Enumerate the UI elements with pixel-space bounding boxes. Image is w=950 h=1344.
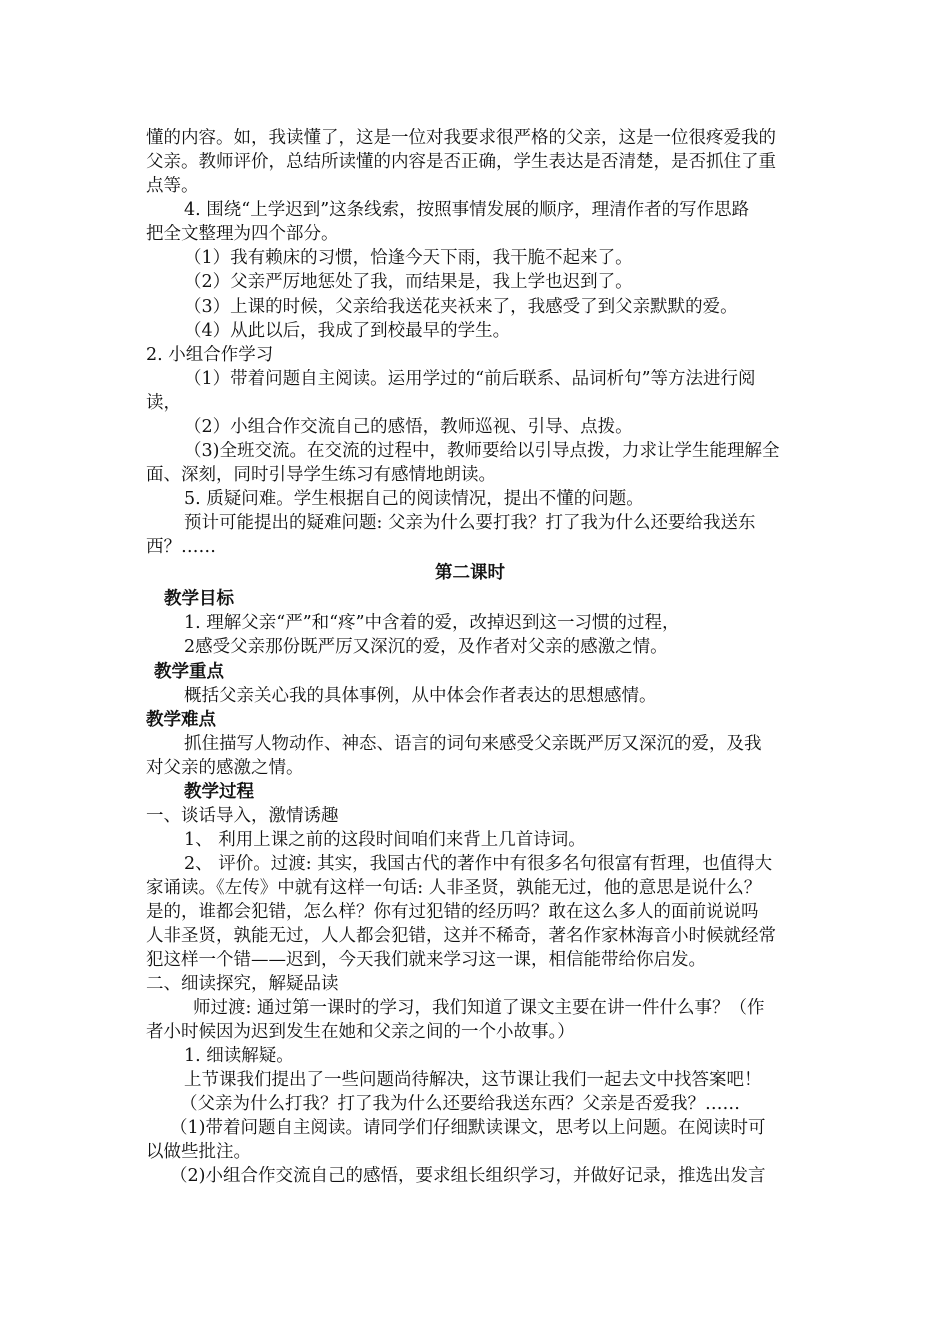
text-line: （1）带着问题自主阅读。运用学过的“前后联系、品词析句”等方法进行阅 [184,369,756,389]
text-line: 二、细读探究，解疑品读 [146,974,339,994]
text-line: 懂的内容。如，我读懂了，这是一位对我要求很严格的父亲，这是一位很疼爱我的 [146,128,776,148]
section-heading: 教学目标 [164,589,234,609]
text-line: 对父亲的感激之情。 [146,758,304,778]
text-line: （2）父亲严厉地惩处了我，而结果是，我上学也迟到了。 [184,272,633,292]
text-line: （3)全班交流。在交流的过程中，教师要给以引导点拨，力求让学生能理解全 [184,441,780,461]
text-line: （3）上课的时候，父亲给我送花夹袄来了，我感受了到父亲默默的爱。 [184,297,738,317]
text-line: 预计可能提出的疑难问题: 父亲为什么要打我？打了我为什么还要给我送东 [184,513,756,533]
text-line: 以做些批注。 [146,1142,251,1162]
text-line: 上节课我们提出了一些问题尚待解决，这节课让我们一起去文中找答案吧！ [184,1070,762,1090]
text-line: 西？…… [146,537,216,557]
text-line: 者小时候因为迟到发生在她和父亲之间的一个小故事。） [146,1022,575,1042]
text-line: 家诵读。《左传》中就有这样一句话: 人非圣贤，孰能无过，他的意思是说什么？ [146,878,762,898]
text-line: 1. 细读解疑。 [184,1046,294,1066]
section-title: 第二课时 [435,563,505,583]
text-line: 父亲。教师评价，总结所读懂的内容是否正确，学生表达是否清楚，是否抓住了重 [146,152,776,172]
text-line: （1）我有赖床的习惯，恰逢今天下雨，我干脆不起来了。 [184,248,633,268]
text-line: 师过渡: 通过第一课时的学习，我们知道了课文主要在讲一件什么事？（作 [193,998,765,1018]
text-line: 人非圣贤，孰能无过，人人都会犯错，这并不稀奇，著名作家林海音小时候就经常 [146,926,776,946]
text-line: （1)带着问题自主阅读。请同学们仔细默读课文，思考以上问题。在阅读时可 [170,1118,766,1138]
text-line: （2)小组合作交流自己的感悟，要求组长组织学习，并做好记录，推选出发言 [170,1166,766,1186]
text-line: 点等。 [146,176,199,196]
section-heading: 教学重点 [154,662,224,682]
section-heading: 教学难点 [146,710,216,730]
text-line: 2、 评价。过渡: 其实，我国古代的著作中有很多名句很富有哲理，也值得大 [184,854,773,874]
text-line: 1. 理解父亲“严”和“疼”中含着的爱，改掉迟到这一习惯的过程， [184,613,680,633]
text-line: 2感受父亲那份既严厉又深沉的爱，及作者对父亲的感激之情。 [184,637,668,657]
text-line: 面、深刻，同时引导学生练习有感情地朗读。 [146,465,496,485]
text-line: （4）从此以后，我成了到校最早的学生。 [184,321,511,341]
text-line: （父亲为什么打我？打了我为什么还要给我送东西？父亲是否爱我？…… [180,1094,740,1114]
text-line: 5. 质疑问难。学生根据自己的阅读情况，提出不懂的问题。 [184,489,644,509]
text-line: 是的，谁都会犯错，怎么样？你有过犯错的经历吗？敢在这么多人的面前说说吗 [146,902,759,922]
text-line: 2. 小组合作学习 [146,345,274,365]
text-line: 犯这样一个错——迟到，今天我们就来学习这一课，相信能带给你启发。 [146,950,706,970]
section-heading: 教学过程 [184,782,254,802]
text-line: 抓住描写人物动作、神态、语言的词句来感受父亲既严厉又深沉的爱，及我 [184,734,762,754]
text-line: 读， [146,393,181,413]
text-line: 概括父亲关心我的具体事例，从中体会作者表达的思想感情。 [184,686,657,706]
text-line: 1、 利用上课之前的这段时间咱们来背上几首诗词。 [184,830,586,850]
text-line: （2）小组合作交流自己的感悟，教师巡视、引导、点拨。 [184,417,633,437]
text-line: 一、谈话导入，激情诱趣 [146,806,339,826]
text-line: 4. 围绕“上学迟到”这条线索，按照事情发展的顺序，理清作者的写作思路 [184,200,750,220]
text-line: 把全文整理为四个部分。 [146,224,339,244]
